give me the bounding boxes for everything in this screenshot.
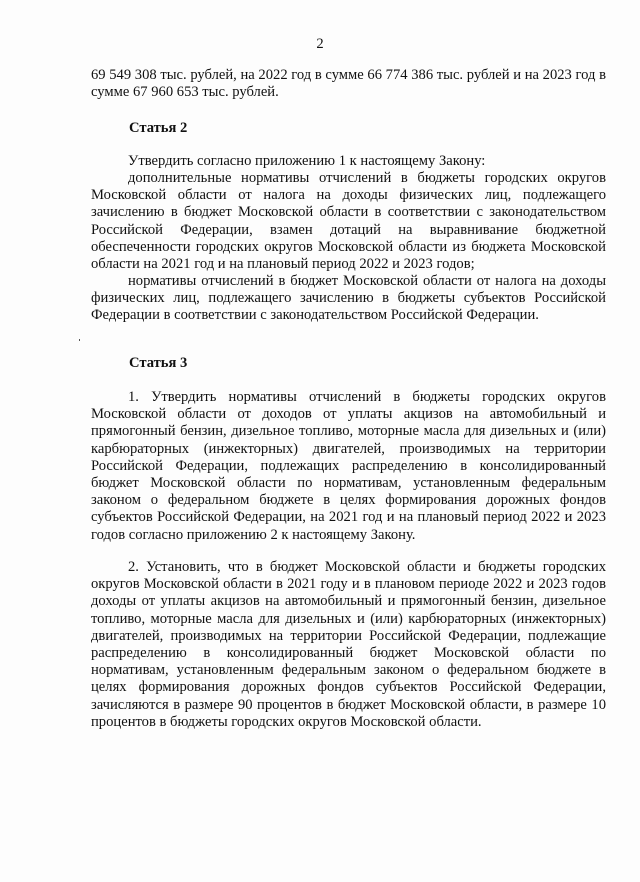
- article-3-point-2: 2. Установить, что в бюджет Московской области и бюджеты городских округов Московской области в 2021 году и в плановом периоде 2022 и 2023 годов доходы от уплаты акцизов на автомобильный и прямогонный бензин, дизельное топливо, моторные масла для дизельных и (или) карбюраторных (инжекторных) двигателей, производимых на территории Российской Федерации, подлежащие распределению в консолидированный бюджет Московской области по нормативам, установленным федеральным законом о федеральном бюджете в целях формирования дорожных фондов субъектов Российской Федерации, зачисляются в размере 90 процентов в бюджет Московской области, в размере 10 процентов в бюджеты городских округов Московской области.: [91, 559, 606, 730]
- article-3-point-1: 1. Утвердить нормативы отчислений в бюджеты городских округов Московской области от доходов от уплаты акцизов на автомобильный и прямогонный бензин, дизельное топливо, моторные масла для дизельных и (или) карбюраторных (инжекторных) двигателей, производимых на территории Российской Федерации, подлежащих распределению в консолидированный бюджет Московской области по нормативам, установленным федеральным законом о федеральном бюджете в целях формирования дорожных фондов субъектов Российской Федерации, на 2021 год и на плановый период 2022 и 2023 годов согласно приложению 2 к настоящему Закону.: [91, 389, 606, 543]
- article-2-lead: Утвердить согласно приложению 1 к настоящему Закону:: [128, 153, 486, 169]
- article-2-item-1: дополнительные нормативы отчислений в бюджеты городских округов Московской области от налога на доходы физических лиц, подлежащего зачислению в бюджет Московской области в соответствии с законодательством Российской Федерации, взамен дотаций на выравнивание бюджетной обеспеченности городских округов Московской области из бюджета Московской области на 2021 год и на плановый период 2022 и 2023 годов;: [91, 170, 606, 273]
- scan-mark: [79, 339, 80, 341]
- intro-paragraph: 69 549 308 тыс. рублей, на 2022 год в сумме 66 774 386 тыс. рублей и на 2023 год в сумме 67 960 653 тыс. рублей.: [91, 67, 606, 101]
- article-3-heading: Статья 3: [129, 355, 188, 371]
- article-2-heading: Статья 2: [129, 120, 188, 136]
- article-2-item-2: нормативы отчислений в бюджет Московской области от налога на доходы физических лиц, подлежащего зачислению в бюджеты субъектов Российской Федерации в соответствии с законодательством Российской Федерации.: [91, 273, 606, 324]
- page-number: 2: [316, 36, 324, 52]
